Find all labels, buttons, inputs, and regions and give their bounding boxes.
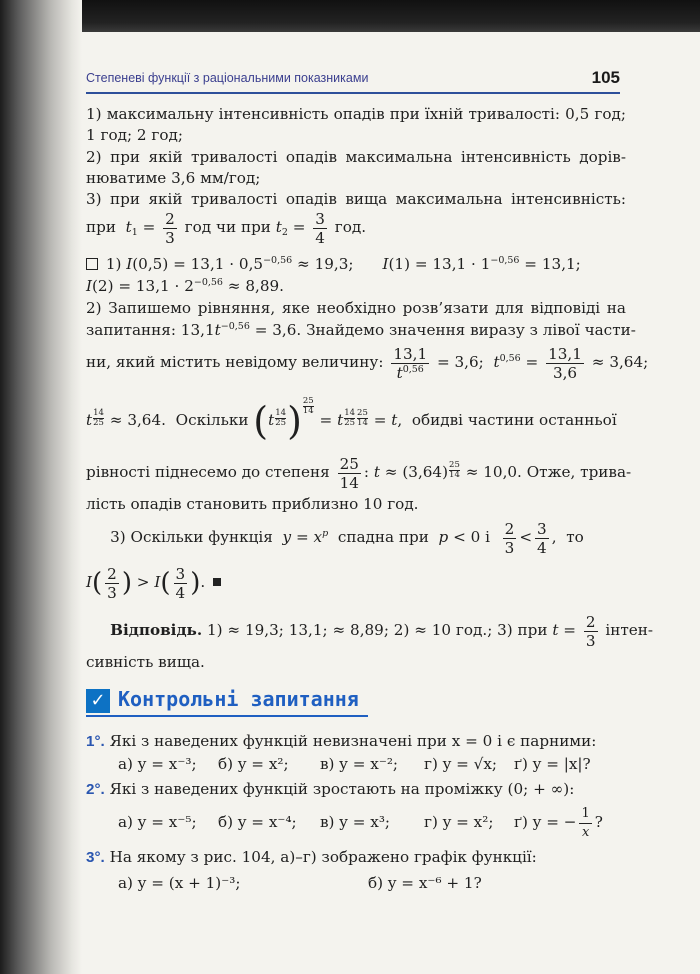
solution-part-2-equation: запитання: $13,1t^{-0,56} = 3,6$. Знайдемо значення виразу з лівої части- [86, 321, 636, 339]
control-question-2-options: а) y = x⁻⁵; б) y = x⁻⁴; в) y = x³; г) y = x²; ґ) y = − $\frac{1}{x}$ ? [118, 805, 603, 840]
control-question-1: 1°. Які з наведених функцій невизначені при x = 0 і є парними: [86, 732, 597, 750]
page-top-shadow [0, 0, 700, 32]
solution-part-2-result: лість опадів становить приблизно 10 год. [86, 495, 419, 513]
solution-part-2-raise: рівності піднесемо до степеня $\frac{25}{14}$ : t ≈ (3,64) $\frac{25}{14}$ ≈ 10,0. Отже, трива- [86, 454, 632, 492]
section-title: Контрольні запитання [118, 687, 359, 711]
answer-line-2: сивність вища. [86, 653, 205, 671]
solution-part-1-label: 1) [105, 255, 122, 273]
question-3-line: 3) при якій тривалості опадів вища максимальна інтенсивність: [86, 190, 626, 208]
running-title: Степеневі функції з раціональними показниками [86, 71, 369, 85]
solution-part-2-intro: 2) Запишемо рівняння, яке необхідно розв’язати для відповіді на [86, 299, 626, 317]
answer-line: Відповідь. 1) ≈ 19,3; 13,1; ≈ 8,89; 2) ≈ 10 год.; 3) при t = $\frac{2}{3}$ інтен- [110, 612, 653, 650]
answer-label: Відповідь. [110, 621, 203, 639]
solution-end-square-icon [213, 578, 221, 586]
question-3-condition: при $t_1$ = $\frac{2}{3}$ год чи при $t_2$ = $\frac{3}{4}$ год. [86, 209, 367, 247]
solution-part-2-power: t $\frac{14}{25}$ ≈ 3,64. Оскільки (t $\frac{14}{25}$ ) $\frac{25}{14}$ = t $\frac{14}{25}$ $\frac{25}{14}$ = t, обидві частини останньої [86, 396, 617, 443]
answer-text: 1) ≈ 19,3; 13,1; ≈ 8,89; 2) ≈ 10 год.; 3) при [206, 621, 548, 639]
page-number: 105 [591, 68, 620, 87]
hod-label: год. [334, 218, 367, 236]
question-1-line: 1) максимальну інтенсивність опадів при їхній тривалості: 0,5 год; [86, 105, 626, 123]
solution-part-3-inequality: I( $\frac{2}{3}$ ) > I( $\frac{3}{4}$ ). [86, 560, 626, 604]
check-icon: ✓ [86, 689, 110, 713]
control-question-2: 2°. Які з наведених функцій зростають на проміжку (0; + ∞): [86, 780, 575, 798]
pri-label: при [86, 218, 116, 236]
solution-line-1: 1) $I(0,5) = 13,1 \cdot 0,5^{-0,56} \approx 19,3$; $I(1) = 13,1 \cdot 1^{-0,56} = 13,1$; [86, 254, 626, 274]
solution-part-2-computation: ни, який містить невідому величину: $\frac{13,1}{t^{0,56}}$ = 3,6; $t^{0,56}$ = $\frac{13,1}{3,6}$ ≈ 3,64; [86, 344, 649, 382]
solution-start-square-icon [86, 258, 98, 270]
question-1-line-2: 1 год; 2 год; [86, 126, 183, 144]
solution-part-3: 3) Оскільки функція $y = x^p$ спадна при p < 0 і $\frac{2}{3}$ < $\frac{3}{4}$ , то [110, 519, 584, 557]
book-spine-shadow [0, 0, 82, 974]
fraction-3-4: $\frac{3}{4}$ [315, 209, 325, 247]
control-questions-header [86, 689, 368, 717]
hod-or-label: год чи при [184, 218, 271, 236]
page-header [86, 68, 620, 94]
solution-line-2: $I(2) = 13,1 \cdot 2^{-0,56} \approx 8,89$. [86, 277, 285, 295]
question-2-line: 2) при якій тривалості опадів максимальна інтенсивність дорів- [86, 148, 626, 166]
control-question-3: 3°. На якому з рис. 104, а)–г) зображено графік функції: [86, 848, 537, 866]
question-2-line-2: нюватиме 3,6 мм/год; [86, 169, 261, 187]
fraction-2-3: $\frac{2}{3}$ [165, 209, 175, 247]
